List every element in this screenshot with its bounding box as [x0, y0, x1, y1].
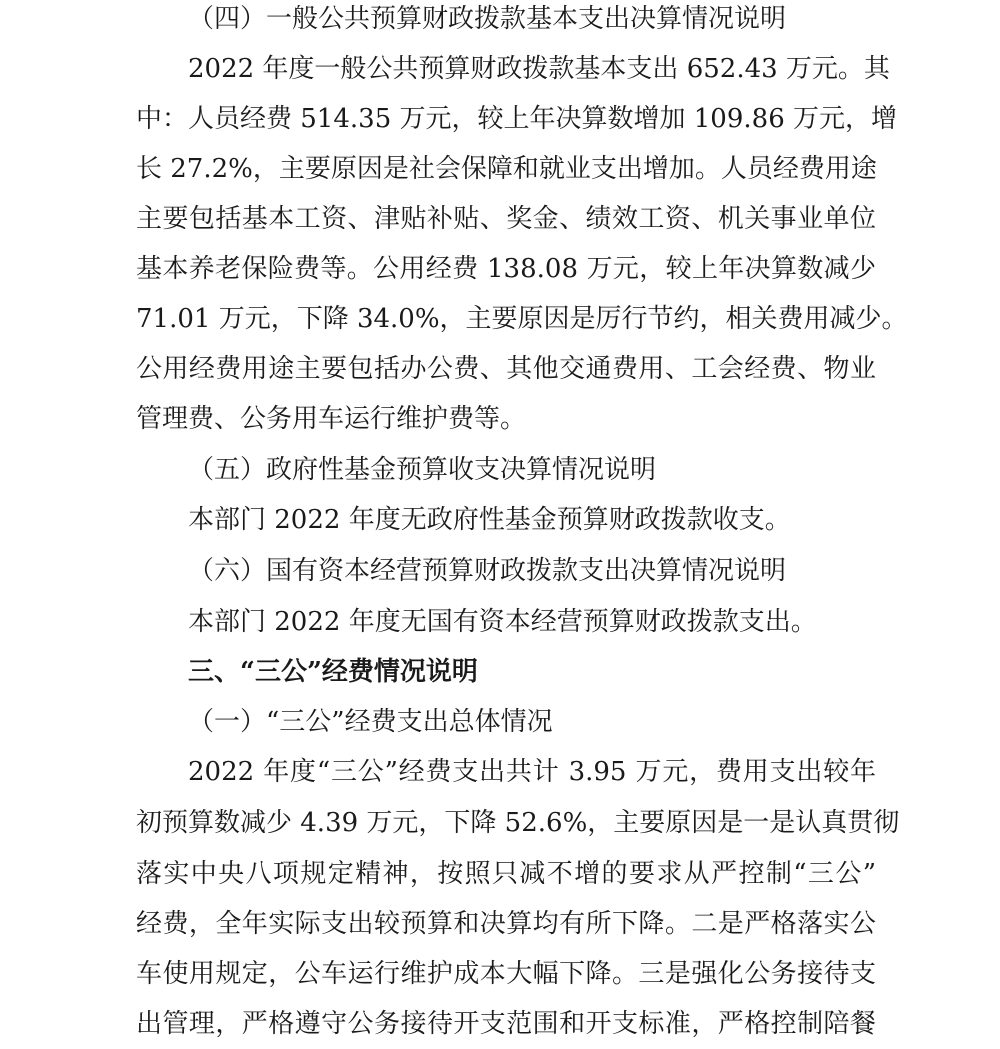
section-heading-5: （五）政府性基金预算收支决算情况说明 [188, 455, 657, 485]
paragraph-line: 公用经费用途主要包括办公费、其他交通费用、工会经费、物业 [136, 354, 876, 384]
section-heading-1: （一）“三公”经费支出总体情况 [188, 707, 553, 737]
section-heading-6: （六）国有资本经营预算财政拨款支出决算情况说明 [188, 556, 787, 586]
section-heading-4: （四）一般公共预算财政拨款基本支出决算情况说明 [188, 4, 787, 34]
chapter-heading-3: 三、“三公”经费情况说明 [188, 657, 478, 687]
paragraph-line: 落实中央八项规定精神，按照只减不增的要求从严控制“三公” [136, 859, 876, 889]
paragraph-line: 本部门 2022 年度无政府性基金预算财政拨款收支。 [188, 505, 791, 535]
paragraph-line: 2022 年度一般公共预算财政拨款基本支出 652.43 万元。其 [188, 54, 890, 84]
paragraph-line: 出管理，严格遵守公务接待开支范围和开支标准，严格控制陪餐 [136, 1009, 876, 1039]
paragraph-line: 车使用规定，公车运行维护成本大幅下降。三是强化公务接待支 [136, 959, 876, 989]
paragraph-line: 经费，全年实际支出较预算和决算均有所下降。二是严格落实公 [136, 909, 876, 939]
paragraph-line: 初预算数减少 4.39 万元，下降 52.6%，主要原因是一是认真贯彻 [136, 808, 900, 838]
paragraph-line: 长 27.2%，主要原因是社会保障和就业支出增加。人员经费用途 [136, 154, 877, 184]
paragraph-line: 基本养老保险费等。公用经费 138.08 万元，较上年决算数减少 [136, 254, 876, 284]
paragraph-line: 主要包括基本工资、津贴补贴、奖金、绩效工资、机关事业单位 [136, 204, 876, 234]
paragraph-line: 本部门 2022 年度无国有资本经营预算财政拨款支出。 [188, 607, 817, 637]
paragraph-line: 2022 年度“三公”经费支出共计 3.95 万元，费用支出较年 [188, 757, 876, 787]
paragraph-line: 管理费、公务用车运行维护费等。 [136, 404, 527, 434]
paragraph-line: 71.01 万元，下降 34.0%，主要原因是厉行节约，相关费用减少。 [136, 304, 908, 334]
paragraph-line: 中：人员经费 514.35 万元，较上年决算数增加 109.86 万元，增 [136, 104, 898, 134]
